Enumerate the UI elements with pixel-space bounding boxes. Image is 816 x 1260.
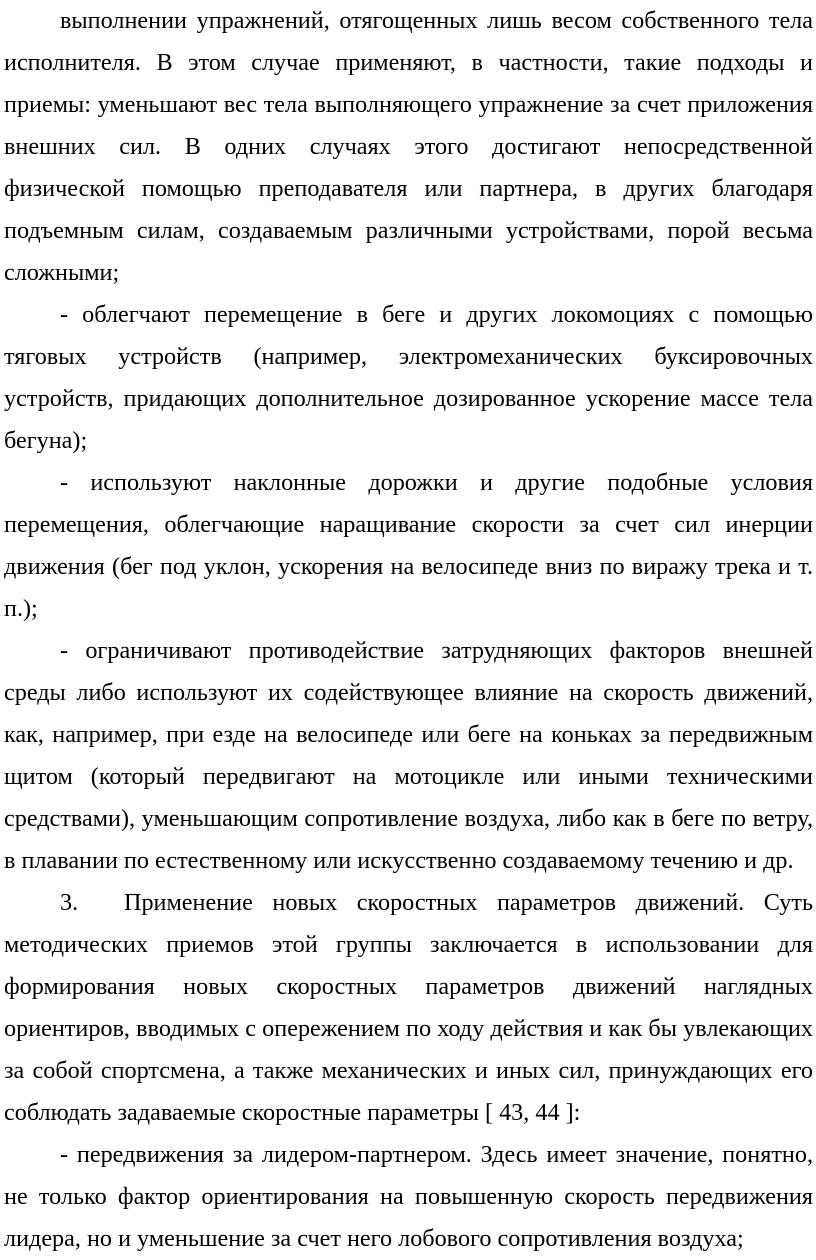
paragraph-2: - облегчают перемещение в беге и других локомоциях с помощью тяговых устройств (например, электромеханических буксировочных устройств, придающих дополнительное дозированное ускорение массе тела бегуна); [4,301,813,454]
paragraph-6: - передвижения за лидером-партнером. Здесь имеет значение, понятно, не только фактор ориентирования на повышенную скорость передвижения лидера, но и уменьшение за счет него лобового сопротивления воздуха; [4,1141,813,1252]
paragraph-5-text: Применение новых скоростных параметров движений. Суть методических приемов этой группы заключается в использовании для формирования новых скоростных параметров движений наглядных ориентиров, вводимых с опережением по ходу действия и как бы увлекающих за собой спортсмена, а также механических и иных сил, принуждающих его соблюдать задаваемые скоростные параметры [ 43, 44 ]: [4,889,813,1126]
paragraph-1: выполнении упражнений, отягощенных лишь весом собственного тела исполнителя. В этом случае применяют, в частности, такие подходы и приемы: уменьшают вес тела выполняющего упражнение за счет приложения внешних сил. В одних случаях этого достигают непосредственной физической помощью преподавателя или партнера, в других благодаря подъемным силам, создаваемым различными устройствами, порой весьма сложными; [4,7,813,286]
document-page [4,0,813,1252]
paragraph-4: - ограничивают противодействие затрудняющих факторов внешней среды либо используют их содействующее влияние на скорость движений, как, например, при езде на велосипеде или беге на коньках за передвижным щитом (который передвигают на мотоцикле или иными техническими средствами), уменьшающим сопротивление воздуха, либо как в беге по ветру, в плавании по естественному или искусственно создаваемому течению и др. [4,637,813,874]
list-number: 3. [60,889,79,916]
paragraph-3: - используют наклонные дорожки и другие подобные условия перемещения, облегчающие наращивание скорости за счет сил инерции движения (бег под уклон, ускорения на велосипеде вниз по виражу трека и т. п.); [4,469,813,622]
paragraph-5 [4,882,813,1134]
